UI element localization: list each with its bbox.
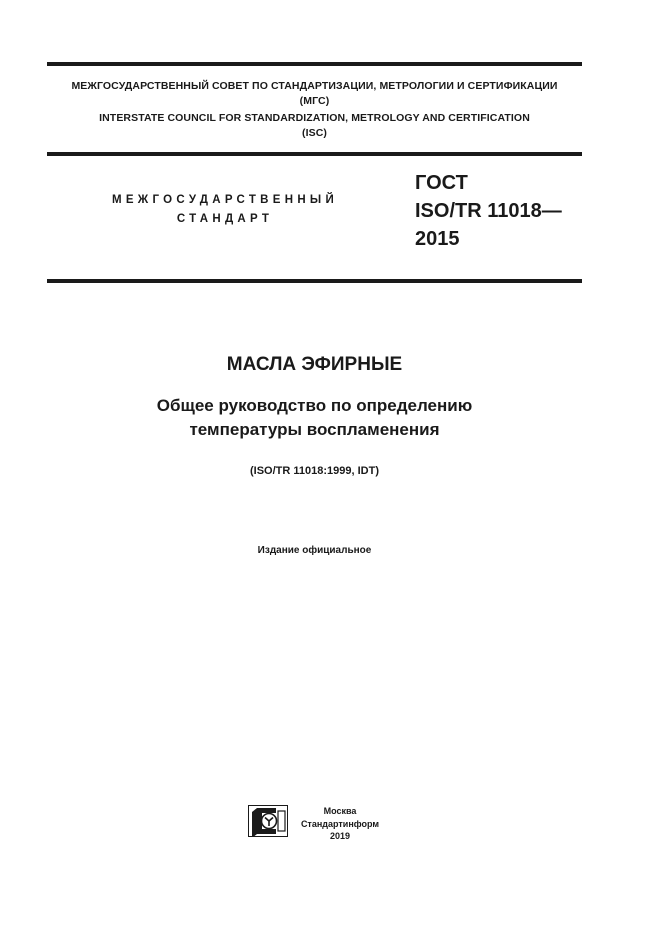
edition-note: Издание официальное xyxy=(257,545,372,556)
publisher-info xyxy=(292,805,388,843)
standartinform-logo-icon xyxy=(248,805,288,837)
council-name-en: INTERSTATE COUNCIL FOR STANDARDIZATION, METROLOGY AND CERTIFICATION xyxy=(99,112,530,124)
top-rule xyxy=(47,62,582,66)
document-title: МАСЛА ЭФИРНЫЕ xyxy=(226,354,403,375)
standard-kind-line1: МЕЖГОСУДАРСТВЕННЫЙ xyxy=(111,194,339,206)
document-subtitle-line2: температуры воспламенения xyxy=(189,420,440,439)
designation-rule xyxy=(47,279,582,283)
document-subtitle-line1: Общее руководство по определению xyxy=(156,396,473,415)
publisher-city: Москва xyxy=(323,806,357,816)
standard-designation-line1: ГОСТ xyxy=(415,172,468,194)
standard-kind-line2: СТАНДАРТ xyxy=(176,213,274,225)
standard-designation-line2: ISO/TR 11018— xyxy=(415,200,562,222)
publisher-name: Стандартинформ xyxy=(300,818,380,829)
iso-reference: (ISO/TR 11018:1999, IDT) xyxy=(250,465,379,477)
publisher-year: 2019 xyxy=(329,831,351,841)
council-name-ru: МЕЖГОСУДАРСТВЕННЫЙ СОВЕТ ПО СТАНДАРТИЗАЦИИ, МЕТРОЛОГИИ И СЕРТИФИКАЦИИ xyxy=(71,80,558,92)
header-rule xyxy=(47,152,582,156)
council-abbr-en: (ISC) xyxy=(302,127,327,139)
council-abbr-ru: (МГС) xyxy=(299,95,330,107)
standard-designation-line3: 2015 xyxy=(415,228,460,250)
